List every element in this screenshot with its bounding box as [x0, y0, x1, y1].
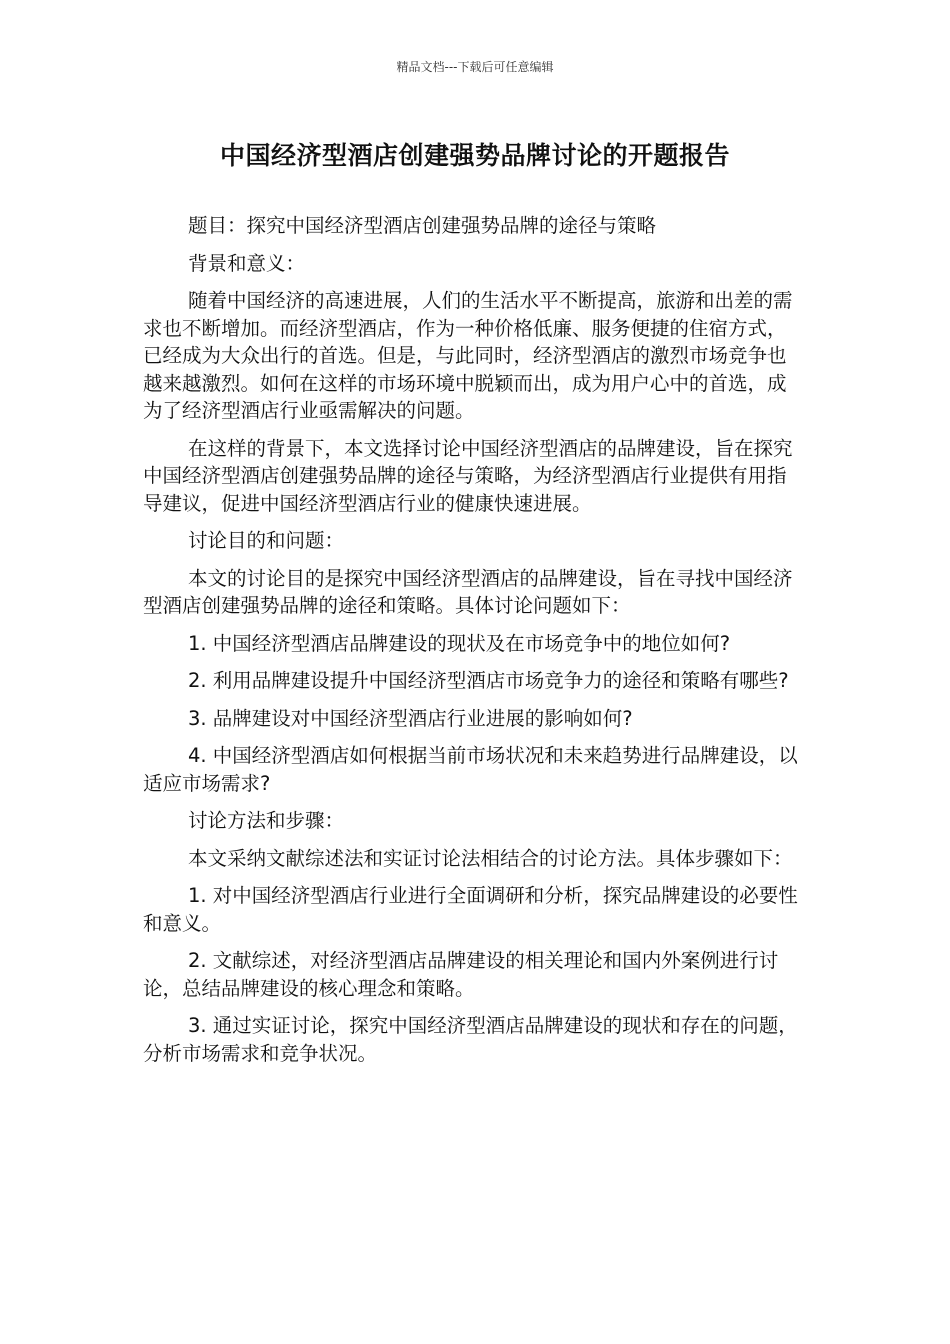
paragraph-methods: 本文采纳文献综述法和实证讨论法相结合的讨论方法。具体步骤如下：: [188, 846, 793, 870]
page-header-note: 精品文档---下载后可任意编辑: [396, 60, 554, 74]
heading-methods: 讨论方法和步骤：: [188, 809, 345, 832]
method-step-2: 2. 文献综述，对经济型酒店品牌建设的相关理论和国内外案例进行讨论，总结品牌建设的核心理念和策略。: [143, 949, 779, 1000]
question-item-3: 3. 品牌建设对中国经济型酒店行业进展的影响如何?: [188, 706, 633, 730]
question-item-1: 1. 中国经济型酒店品牌建设的现状及在市场竞争中的地位如何?: [188, 631, 731, 655]
method-step-1: 1. 对中国经济型酒店行业进行全面调研和分析，探究品牌建设的必要性和意义。: [143, 884, 798, 935]
paragraph-background-purpose: 在这样的背景下，本文选择讨论中国经济型酒店的品牌建设，旨在探究中国经济型酒店创建强势品牌的途径与策略，为经济型酒店行业提供有用指导建议，促进中国经济型酒店行业的健康快速进展。: [143, 436, 793, 515]
paragraph-topic: 题目：探究中国经济型酒店创建强势品牌的途径与策略: [188, 214, 657, 237]
document-title: 中国经济型酒店创建强势品牌讨论的开题报告: [219, 141, 730, 170]
document-body: [143, 212, 805, 1077]
heading-goals: 讨论目的和问题：: [188, 529, 345, 552]
question-item-2: 2. 利用品牌建设提升中国经济型酒店市场竞争力的途径和策略有哪些?: [188, 669, 789, 692]
question-item-4: 4. 中国经济型酒店如何根据当前市场状况和未来趋势进行品牌建设，以适应市场需求?: [143, 744, 798, 795]
heading-background: 背景和意义：: [188, 251, 306, 275]
paragraph-goals: 本文的讨论目的是探究中国经济型酒店的品牌建设，旨在寻找中国经济型酒店创建强势品牌的途径和策略。具体讨论问题如下：: [143, 566, 793, 617]
paragraph-background: 随着中国经济的高速进展，人们的生活水平不断提高，旅游和出差的需求也不断增加。而经济型酒店，作为一种价格低廉、服务便捷的住宿方式，已经成为大众出行的首选。但是，与此同时，经济型酒店的激烈市场竞争也越来越激烈。如何在这样的市场环境中脱颖而出，成为用户心中的首选，成为了经济型酒店行业亟需解决的问题。: [143, 289, 793, 422]
method-step-3: 3. 通过实证讨论，探究中国经济型酒店品牌建设的现状和存在的问题，分析市场需求和竞争状况。: [143, 1014, 798, 1065]
